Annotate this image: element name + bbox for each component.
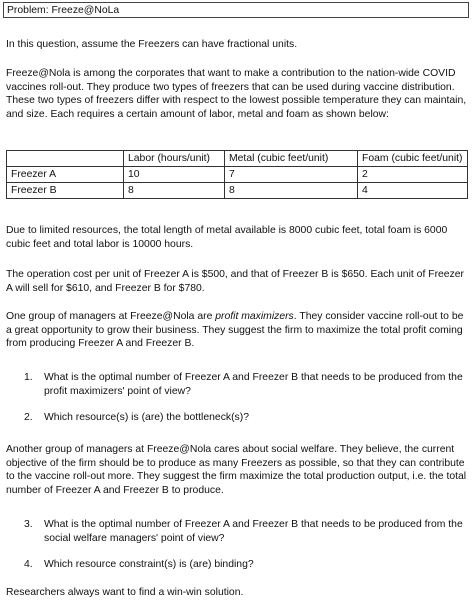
list-item [0,371,468,398]
costs-paragraph: The operation cost per unit of Freezer A is $500, and that of Freezer B is $650. Each unit of Freezer A will sell for $610, and Freezer B for $780. [6,269,465,294]
resource-table [6,150,468,199]
table-cell: 2 [358,167,468,183]
question-number: 3. [24,519,33,530]
table-cell: Freezer A [7,167,124,183]
question-text: Which resource constraint(s) is (are) binding? [44,559,254,571]
table-cell: 8 [225,183,358,199]
table-header-cell: Labor (hours/unit) [124,151,225,167]
table-header-cell [7,151,124,167]
closing-paragraph: Researchers always want to find a win-win solution. [6,587,244,598]
table-row [7,167,468,183]
question-number: 2. [24,412,33,424]
table-header-row [7,151,468,167]
question-text: What is the optimal number of Freezer A and Freezer B that needs to be produced from the profit maximizers' point of view? [44,372,463,397]
problem-title: Problem: Freeze@NoLa [3,2,469,18]
profit-group-paragraph [6,310,468,351]
welfare-questions-list [0,518,468,572]
question-text: What is the optimal number of Freezer A and Freezer B that needs to be produced from the social welfare managers' point of view? [44,519,463,544]
profit-maximizers-emphasis: profit maximizers [215,311,294,322]
table-cell: 10 [124,167,225,183]
list-item [0,518,468,545]
table-cell: Freezer B [7,183,124,199]
intro-paragraph: In this question, assume the Freezers can have fractional units. [6,39,298,50]
table-header-cell: Foam (cubic feet/unit) [358,151,468,167]
profit-questions-list [0,371,468,425]
description-paragraph: Freeze@Nola is among the corporates that want to make a contribution to the nation-wide COVID vaccines roll-out. They produce two types of freezers that can be used during vaccine distribution. These two types of freezers differ with respect to the lowest possible temperature they can maintain, and size. Each requires a certain amount of labor, metal and foam as shown below: [6,68,467,120]
resources-paragraph: Due to limited resources, the total length of metal available is 8000 cubic feet, total foam is 6000 cubic feet and total labor is 10000 hours. [6,225,448,250]
table-header-cell: Metal (cubic feet/unit) [225,151,358,167]
list-item [0,558,468,572]
profit-group-text-before: One group of managers at Freeze@Nola are [6,311,216,322]
question-number: 1. [24,372,33,383]
table-cell: 8 [124,183,225,199]
table-row [7,183,468,199]
list-item [0,411,468,425]
question-number: 4. [24,559,33,571]
table-cell: 7 [225,167,358,183]
question-text: Which resource(s) is (are) the bottleneck(s)? [44,412,249,424]
welfare-group-paragraph: Another group of managers at Freeze@Nola cares about social welfare. They believe, the current objective of the firm should be to produce as many Freezers as possible, so that they can contribute to the vaccine roll-out more. They suggest the firm maximize the total production output, i.e. the total number of Freezer A and Freezer B to produce. [6,444,467,496]
profit-group-text-after: . They consider vaccine roll-out to be a great opportunity to grow their business. They suggest the firm to maximize the total profit coming from producing Freezer A and Freezer B. [6,311,464,350]
table-cell: 4 [358,183,468,199]
